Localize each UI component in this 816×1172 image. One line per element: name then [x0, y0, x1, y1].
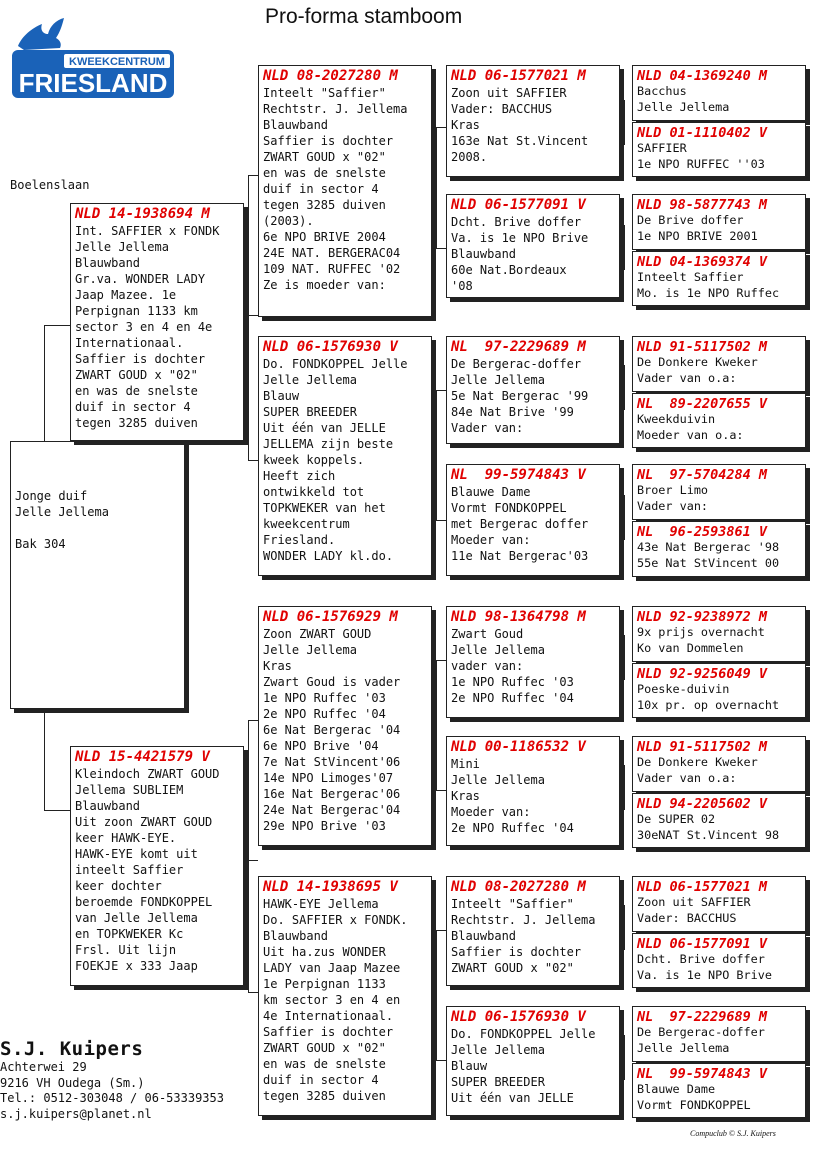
subject-line: Jelle Jellema	[15, 505, 109, 519]
subject-line: Bak 304	[15, 537, 66, 551]
card-line: 55e Nat StVincent 00	[637, 555, 780, 570]
card-line: Dcht. Brive doffer	[637, 952, 765, 966]
connector	[44, 711, 45, 810]
card-line: Frsl. Uit lijn	[75, 943, 177, 957]
connector	[244, 860, 258, 861]
card-line: De Donkere Kweker	[637, 755, 758, 769]
card-line: De Bergerac-doffer	[637, 1025, 765, 1039]
ring-number: NL 97-2229689 M	[637, 1009, 768, 1025]
card-line: Heeft zich	[263, 469, 336, 483]
card-line: Jelle Jellema	[451, 773, 545, 787]
card-line: 9x prijs overnacht	[637, 625, 765, 639]
card-line: Do. SAFFIER x FONDK.	[263, 913, 408, 927]
ring-number: NL 96-2593861 V	[637, 524, 768, 540]
owner-name: S.J. Kuipers	[0, 1038, 144, 1060]
pedigree-card-ancestor	[632, 1063, 806, 1118]
card-line: duif in sector 4	[263, 1073, 379, 1087]
card-line: Dcht. Brive doffer	[451, 215, 582, 229]
pedigree-card-great-grandparent	[446, 65, 620, 177]
card-line: 1e NPO Ruffec '03	[263, 691, 386, 705]
ring-number: NLD 15-4421579 V	[75, 749, 210, 765]
card-line: 2e NPO Ruffec '04	[451, 691, 574, 705]
pedigree-card-ancestor	[632, 736, 806, 792]
kweekcentrum-friesland-logo	[10, 16, 176, 100]
card-line: Va. is 1e NPO Brive	[637, 967, 772, 982]
card-line: Mini	[451, 757, 480, 771]
card-line: De Bergerac-doffer	[451, 357, 582, 371]
card-line: Int. SAFFIER x FONDK	[75, 224, 220, 238]
card-line: HAWK-EYE Jellema	[263, 897, 379, 911]
pedigree-card-grandparent	[258, 876, 432, 1116]
card-line: 1e Perpignan 1133	[263, 977, 386, 991]
ring-number: NLD 08-2027280 M	[451, 879, 586, 895]
connector	[624, 1035, 625, 1080]
connector	[244, 315, 258, 316]
pedigree-card-ancestor	[632, 122, 806, 177]
card-line: ZWART GOUD x "02"	[263, 150, 386, 164]
card-line: Moeder van:	[451, 805, 531, 819]
connector	[436, 660, 446, 661]
card-line: ZWART GOUD x "02"	[451, 961, 574, 975]
ring-number: NLD 01-1110402 V	[637, 125, 768, 141]
card-line: kweek koppels.	[263, 453, 365, 467]
card-line: beroemde FONDKOPPEL	[75, 895, 213, 909]
pedigree-card-great-grandparent	[446, 336, 620, 444]
owner-email: s.j.kuipers@planet.nl	[0, 1106, 152, 1121]
card-line: 10x pr. op overnacht	[637, 697, 780, 712]
card-line: Blauwe Dame	[451, 485, 531, 499]
card-line: '08	[451, 279, 473, 293]
card-line: Inteelt "Saffier"	[451, 897, 574, 911]
card-line: 2008.	[451, 150, 488, 164]
card-line: en was de snelste	[263, 1057, 386, 1071]
card-line: 60e Nat.Bordeaux	[451, 263, 567, 277]
card-line: 16e Nat Bergerac'06	[263, 787, 401, 801]
card-line: Gr.va. WONDER LADY	[75, 272, 206, 286]
pedigree-card-grandparent	[258, 606, 432, 846]
connector	[436, 248, 446, 249]
copyright-footer: Compuclub © S.J. Kuipers	[690, 1129, 776, 1138]
card-line: 163e Nat St.Vincent	[451, 134, 589, 148]
card-line: De Brive doffer	[637, 213, 744, 227]
card-line: 1e NPO Ruffec '03	[451, 675, 574, 689]
card-line: 2e NPO Ruffec '04	[451, 821, 574, 835]
loft-name: Boelenslaan	[10, 178, 90, 192]
ring-number: NL 97-2229689 M	[451, 339, 586, 355]
ring-number: NLD 06-1577021 M	[451, 68, 586, 84]
connector	[248, 992, 258, 993]
owner-address	[0, 1038, 224, 1122]
card-line: 1e NPO RUFFEC ''03	[637, 156, 765, 171]
card-line: 1e NPO BRIVE 2001	[637, 228, 758, 243]
connector	[436, 1060, 446, 1061]
card-line: Saffier is dochter	[263, 1025, 394, 1039]
card-line: Vader van o.a:	[637, 370, 737, 385]
connector	[624, 635, 625, 680]
card-line: 11e Nat Bergerac'03	[451, 549, 589, 563]
card-line: ZWART GOUD x "02"	[75, 368, 198, 382]
card-line: WONDER LADY kl.do.	[263, 549, 394, 563]
ring-number: NLD 06-1576930 V	[451, 1009, 586, 1025]
card-line: Inteelt Saffier	[637, 270, 744, 284]
card-line: 7e Nat StVincent'06	[263, 755, 401, 769]
pedigree-card-ancestor	[632, 336, 806, 392]
ring-number: NLD 14-1938694 M	[75, 206, 210, 222]
page-title: Pro-forma stamboom	[265, 5, 463, 28]
connector	[624, 365, 625, 410]
subject-line: Jonge duif	[15, 489, 88, 503]
ring-number: NLD 91-5117502 M	[637, 339, 768, 355]
card-line: 30eNAT St.Vincent 98	[637, 827, 780, 842]
card-line: 43e Nat Bergerac '98	[637, 540, 780, 554]
card-line: 2e NPO Ruffec '04	[263, 707, 386, 721]
card-line: Mo. is 1e NPO Ruffec	[637, 285, 780, 300]
card-line: Saffier is dochter	[75, 352, 206, 366]
card-line: tegen 3285 duiven	[263, 1089, 386, 1103]
card-line: Jelle Jellema	[451, 643, 545, 657]
card-line: Jelle Jellema	[451, 373, 545, 387]
card-line: Moeder van:	[451, 533, 531, 547]
card-line: (2003).	[263, 214, 314, 228]
connector	[624, 100, 625, 145]
connector	[248, 175, 249, 460]
subject-card	[10, 441, 185, 709]
ring-number: NLD 06-1577091 V	[637, 936, 768, 952]
ring-number: NLD 94-2205602 V	[637, 796, 768, 812]
pedigree-card-great-grandparent	[446, 464, 620, 576]
card-line: Blauwband	[75, 256, 141, 270]
card-line: met Bergerac doffer	[451, 517, 589, 531]
connector	[44, 810, 70, 811]
card-line: Ko van Dommelen	[637, 640, 744, 655]
card-line: Vader van:	[637, 498, 709, 513]
card-line: HAWK-EYE komt uit	[75, 847, 198, 861]
connector	[436, 390, 446, 391]
card-line: 4e Internationaal.	[263, 1009, 394, 1023]
card-line: Vader van o.a:	[637, 770, 737, 785]
card-line: Bacchus	[637, 84, 687, 98]
connector	[436, 930, 437, 1060]
card-line: Jelle Jellema	[637, 1040, 730, 1055]
logo-line-2: FRIESLAND	[18, 68, 168, 98]
connector	[624, 905, 625, 950]
card-line: Va. is 1e NPO Brive	[451, 231, 589, 245]
card-line: Zwart Goud is vader	[263, 675, 401, 689]
card-line: 6e Nat Bergerac '04	[263, 723, 401, 737]
ring-number: NLD 92-9256049 V	[637, 666, 768, 682]
pedigree-card-ancestor	[632, 251, 806, 306]
card-line: Perpignan 1133 km	[75, 304, 198, 318]
card-line: Jaap Mazee. 1e	[75, 288, 177, 302]
pedigree-card-great-grandparent	[446, 606, 620, 718]
pedigree-card-great-grandparent	[446, 876, 620, 986]
owner-city: 9216 VH Oudega (Sm.)	[0, 1075, 145, 1090]
card-line: Ze is moeder van:	[263, 278, 386, 292]
card-line: JELLEMA zijn beste	[263, 437, 394, 451]
connector	[436, 660, 437, 790]
ring-number: NLD 04-1369240 M	[637, 68, 768, 84]
ring-number: NL 97-5704284 M	[637, 467, 768, 483]
card-line: 6e NPO Brive '04	[263, 739, 379, 753]
connector	[436, 127, 446, 128]
card-line: Jelle Jellema	[263, 643, 357, 657]
ring-number: NLD 98-5877743 M	[637, 197, 768, 213]
card-line: LADY van Jaap Mazee	[263, 961, 401, 975]
card-line: Jelle Jellema	[263, 373, 357, 387]
card-line: Jelle Jellema	[637, 99, 730, 114]
ring-number: NLD 91-5117502 M	[637, 739, 768, 755]
owner-phone: Tel.: 0512-303048 / 06-53339353	[0, 1091, 224, 1105]
connector	[436, 520, 446, 521]
card-line: 84e Nat Brive '99	[451, 405, 574, 419]
card-line: SUPER BREEDER	[263, 405, 357, 419]
ring-number: NL 99-5974843 V	[451, 467, 586, 483]
pedigree-card-grandparent	[258, 65, 432, 317]
connector	[248, 720, 258, 721]
card-line: vader van:	[451, 659, 524, 673]
card-line: Blauwband	[263, 118, 329, 132]
card-line: Kweekduivin	[637, 412, 716, 426]
card-line: keer HAWK-EYE.	[75, 831, 177, 845]
card-line: Internationaal.	[75, 336, 184, 350]
card-line: 109 NAT. RUFFEC '02	[263, 262, 401, 276]
connector	[624, 225, 625, 270]
card-line: Blauwe Dame	[637, 1082, 716, 1096]
pedigree-card-ancestor	[632, 464, 806, 520]
card-line: Jelle Jellema	[451, 1043, 545, 1057]
pedigree-card-ancestor	[632, 933, 806, 988]
card-line: 14e NPO Limoges'07	[263, 771, 394, 785]
ring-number: NLD 00-1186532 V	[451, 739, 586, 755]
pedigree-card-ancestor	[632, 663, 806, 718]
card-line: TOPKWEKER van het	[263, 501, 386, 515]
card-line: Moeder van o.a:	[637, 427, 744, 442]
pedigree-card-ancestor	[632, 393, 806, 448]
connector	[248, 175, 258, 176]
card-line: De Donkere Kweker	[637, 355, 758, 369]
connector	[436, 390, 437, 520]
card-line: Broer Limo	[637, 483, 709, 497]
card-line: km sector 3 en 4 en	[263, 993, 401, 1007]
card-line: Do. FONDKOPPEL Jelle	[451, 1027, 596, 1041]
pedigree-card-great-grandparent	[446, 194, 620, 298]
connector	[248, 460, 258, 461]
ring-number: NLD 06-1577091 V	[451, 197, 586, 213]
pedigree-card-grandparent	[258, 336, 432, 576]
pedigree-card-ancestor	[632, 1006, 806, 1062]
card-line: Zoon uit SAFFIER	[637, 895, 751, 909]
card-line: Vader: BACCHUS	[451, 102, 553, 116]
card-line: Zwart Goud	[451, 627, 524, 641]
card-line: tegen 3285 duiven	[263, 198, 386, 212]
card-line: Rechtstr. J. Jellema	[263, 102, 408, 116]
card-line: duif in sector 4	[263, 182, 379, 196]
card-line: SAFFIER	[637, 141, 687, 155]
dove-icon	[18, 18, 64, 50]
ring-number: NL 99-5974843 V	[637, 1066, 768, 1082]
card-line: Vader: BACCHUS	[637, 910, 737, 925]
connector	[248, 720, 249, 992]
connector	[436, 127, 437, 248]
ring-number: NLD 92-9238972 M	[637, 609, 768, 625]
card-line: Poeske-duivin	[637, 682, 730, 696]
connector	[436, 790, 446, 791]
pedigree-card-ancestor	[632, 521, 806, 577]
card-line: 6e NPO BRIVE 2004	[263, 230, 386, 244]
owner-street: Achterwei 29	[0, 1060, 87, 1074]
card-line: Uit zoon ZWART GOUD	[75, 815, 213, 829]
ring-number: NLD 14-1938695 V	[263, 879, 398, 895]
pedigree-card-ancestor	[632, 876, 806, 932]
ring-number: NL 89-2207655 V	[637, 396, 768, 412]
card-line: Jellema SUBLIEM	[75, 783, 184, 797]
card-line: SUPER BREEDER	[451, 1075, 545, 1089]
card-line: ontwikkeld tot	[263, 485, 365, 499]
pedigree-card-ancestor	[632, 194, 806, 250]
card-line: Saffier is dochter	[263, 134, 394, 148]
card-line: Kras	[451, 118, 480, 132]
card-line: 29e NPO Brive '03	[263, 819, 386, 833]
card-line: Jelle Jellema	[75, 240, 169, 254]
card-line: Blauw	[451, 1059, 488, 1073]
connector	[436, 930, 446, 931]
card-line: Uit één van JELLE	[451, 1091, 574, 1105]
card-line: ZWART GOUD x "02"	[263, 1041, 386, 1055]
pedigree-card-great-grandparent	[446, 736, 620, 846]
pedigree-card-ancestor	[632, 793, 806, 848]
card-line: inteelt Saffier	[75, 863, 184, 877]
ring-number: NLD 06-1577021 M	[637, 879, 768, 895]
card-line: sector 3 en 4 en 4e	[75, 320, 213, 334]
card-line: en TOPKWEKER Kc	[75, 927, 184, 941]
card-line: Kras	[263, 659, 292, 673]
card-line: Vormt FONDKOPPEL	[451, 501, 567, 515]
ring-number: NLD 06-1576930 V	[263, 339, 398, 355]
card-line: Zoon uit SAFFIER	[451, 86, 567, 100]
card-line: Rechtstr. J. Jellema	[451, 913, 596, 927]
card-line: De SUPER 02	[637, 812, 716, 826]
pedigree-card-father	[70, 203, 244, 441]
pedigree-card-ancestor	[632, 606, 806, 662]
connector	[624, 765, 625, 810]
ring-number: NLD 08-2027280 M	[263, 68, 398, 84]
card-line: Zoon ZWART GOUD	[263, 627, 372, 641]
card-line: Blauwband	[451, 929, 517, 943]
card-line: FOEKJE x 333 Jaap	[75, 959, 198, 973]
ring-number: NLD 98-1364798 M	[451, 609, 586, 625]
card-line: keer dochter	[75, 879, 162, 893]
card-line: Blauwband	[451, 247, 517, 261]
card-line: duif in sector 4	[75, 400, 191, 414]
card-line: van Jelle Jellema	[75, 911, 198, 925]
card-line: tegen 3285 duiven	[75, 416, 198, 430]
card-line: Blauwband	[263, 929, 329, 943]
card-line: en was de snelste	[75, 384, 198, 398]
card-line: Friesland.	[263, 533, 336, 547]
card-line: Uit één van JELLE	[263, 421, 386, 435]
pedigree-card-mother	[70, 746, 244, 986]
pedigree-card-ancestor	[632, 65, 806, 121]
card-line: Saffier is dochter	[451, 945, 582, 959]
card-line: Uit ha.zus WONDER	[263, 945, 386, 959]
card-line: Blauw	[263, 389, 300, 403]
ring-number: NLD 04-1369374 V	[637, 254, 768, 270]
card-line: Kleindoch ZWART GOUD	[75, 767, 220, 781]
subject-line	[15, 520, 180, 536]
card-line: 5e Nat Bergerac '99	[451, 389, 589, 403]
card-line: Vormt FONDKOPPEL	[637, 1097, 751, 1112]
card-line: 24e Nat Bergerac'04	[263, 803, 401, 817]
card-line: Blauwband	[75, 799, 141, 813]
card-line: en was de snelste	[263, 166, 386, 180]
card-line: 24E NAT. BERGERAC04	[263, 246, 401, 260]
connector	[624, 495, 625, 540]
card-line: Vader van:	[451, 421, 524, 435]
connector	[44, 325, 70, 326]
logo-line-1: KWEEKCENTRUM	[69, 56, 165, 68]
pedigree-card-great-grandparent	[446, 1006, 620, 1116]
card-line: Do. FONDKOPPEL Jelle	[263, 357, 408, 371]
ring-number: NLD 06-1576929 M	[263, 609, 398, 625]
card-line: Inteelt "Saffier"	[263, 86, 386, 100]
card-line: Kras	[451, 789, 480, 803]
card-line: kweekcentrum	[263, 517, 350, 531]
